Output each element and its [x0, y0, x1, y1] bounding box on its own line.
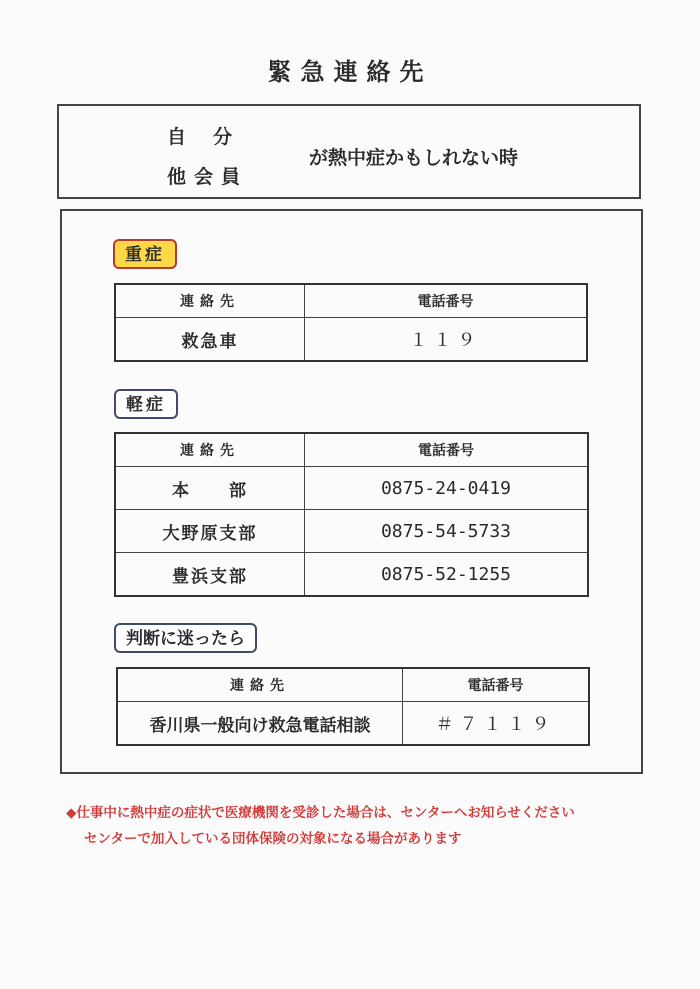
contact-header: 連絡先	[115, 433, 305, 467]
table-row	[115, 318, 587, 362]
phone-number: 0875-52-1255	[305, 553, 589, 597]
severe-label: 重症	[113, 239, 177, 269]
notice-text	[66, 800, 575, 852]
table-header-row	[115, 284, 587, 318]
who-self: 自 分	[167, 126, 237, 148]
phone-header: 電話番号	[305, 433, 589, 467]
contact-name: 本 部	[115, 467, 305, 510]
condition-text: が熱中症かもしれない時	[309, 147, 519, 169]
contact-name: 救急車	[115, 318, 305, 362]
table-row	[117, 702, 589, 746]
table-row	[115, 467, 588, 510]
contact-header: 連絡先	[115, 284, 305, 318]
severe-table	[114, 283, 588, 362]
page-title: 緊急連絡先	[267, 58, 433, 86]
notice-line-1: ◆仕事中に熱中症の症状で医療機関を受診した場合は、センターへお知らせください	[66, 805, 575, 821]
table-row	[115, 510, 588, 553]
phone-header: 電話番号	[403, 668, 590, 702]
contact-name: 豊浜支部	[115, 553, 305, 597]
phone-number: ＃７１１９	[403, 702, 590, 746]
unsure-label: 判断に迷ったら	[114, 623, 257, 653]
notice-line-2: センターで加入している団体保険の対象になる場合があります	[84, 831, 462, 847]
condition-box	[57, 104, 641, 199]
phone-number: １１９	[305, 318, 588, 362]
phone-number: 0875-24-0419	[305, 467, 589, 510]
table-header-row	[117, 668, 589, 702]
contact-name: 大野原支部	[115, 510, 305, 553]
phone-header: 電話番号	[305, 284, 588, 318]
phone-number: 0875-54-5733	[305, 510, 589, 553]
mild-label: 軽症	[114, 389, 178, 419]
unsure-table	[116, 667, 590, 746]
contact-name: 香川県一般向け救急電話相談	[117, 702, 403, 746]
contact-header: 連絡先	[117, 668, 403, 702]
table-row	[115, 553, 588, 597]
who-other-member: 他会員	[167, 166, 249, 188]
table-header-row	[115, 433, 588, 467]
mild-table	[114, 432, 589, 597]
